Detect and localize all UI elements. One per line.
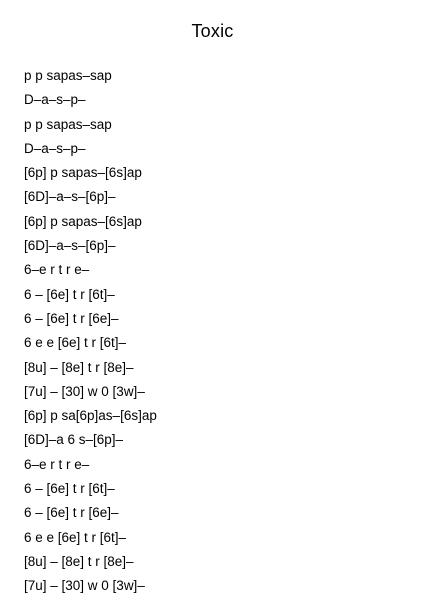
sheet-line: [7u] – [30] w 0 [3w]– (24, 578, 145, 594)
sheet-line: [8u] – [8e] t r [8e]– (24, 359, 134, 375)
sheet-line: [7u] – [30] w 0 [3w]– (24, 383, 145, 399)
sheet-line: [6p] p sapas–[6s]ap (24, 213, 142, 229)
sheet-line: p p sapas–sap (24, 68, 112, 83)
sheet-line: 6 – [6e] t r [6t]– (24, 286, 115, 302)
sheet-line: [6D]–a–s–[6p]– (24, 189, 116, 205)
sheet-lines (24, 64, 414, 599)
sheet-line: 6 e e [6e] t r [6t]– (24, 335, 127, 351)
sheet-line: 6 – [6e] t r [6e]– (24, 505, 119, 521)
sheet-line: 6–e r t r e– (24, 262, 90, 278)
sheet-line: [6D]–a–s–[6p]– (24, 238, 116, 254)
sheet-line: 6 – [6e] t r [6e]– (24, 310, 119, 326)
sheet-line: p p sapas–sap (24, 116, 112, 132)
page-title: Toxic (191, 21, 234, 41)
sheet-line: [6p] p sa[6p]as–[6s]ap (24, 408, 157, 424)
sheet-line: D–a–s–p– (24, 140, 86, 156)
sheet-line: [6p] p sapas–[6s]ap (24, 165, 142, 181)
sheet-line: 6 e e [6e] t r [6t]– (24, 529, 127, 545)
sheet-line: [6D]–a 6 s–[6p]– (24, 432, 124, 448)
sheet-line: D–a–s–p– (24, 92, 86, 108)
sheet-line: [8u] – [8e] t r [8e]– (24, 553, 134, 569)
sheet-line: 6 – [6e] t r [6t]– (24, 481, 115, 497)
sheet-line: 6–e r t r e– (24, 456, 90, 472)
